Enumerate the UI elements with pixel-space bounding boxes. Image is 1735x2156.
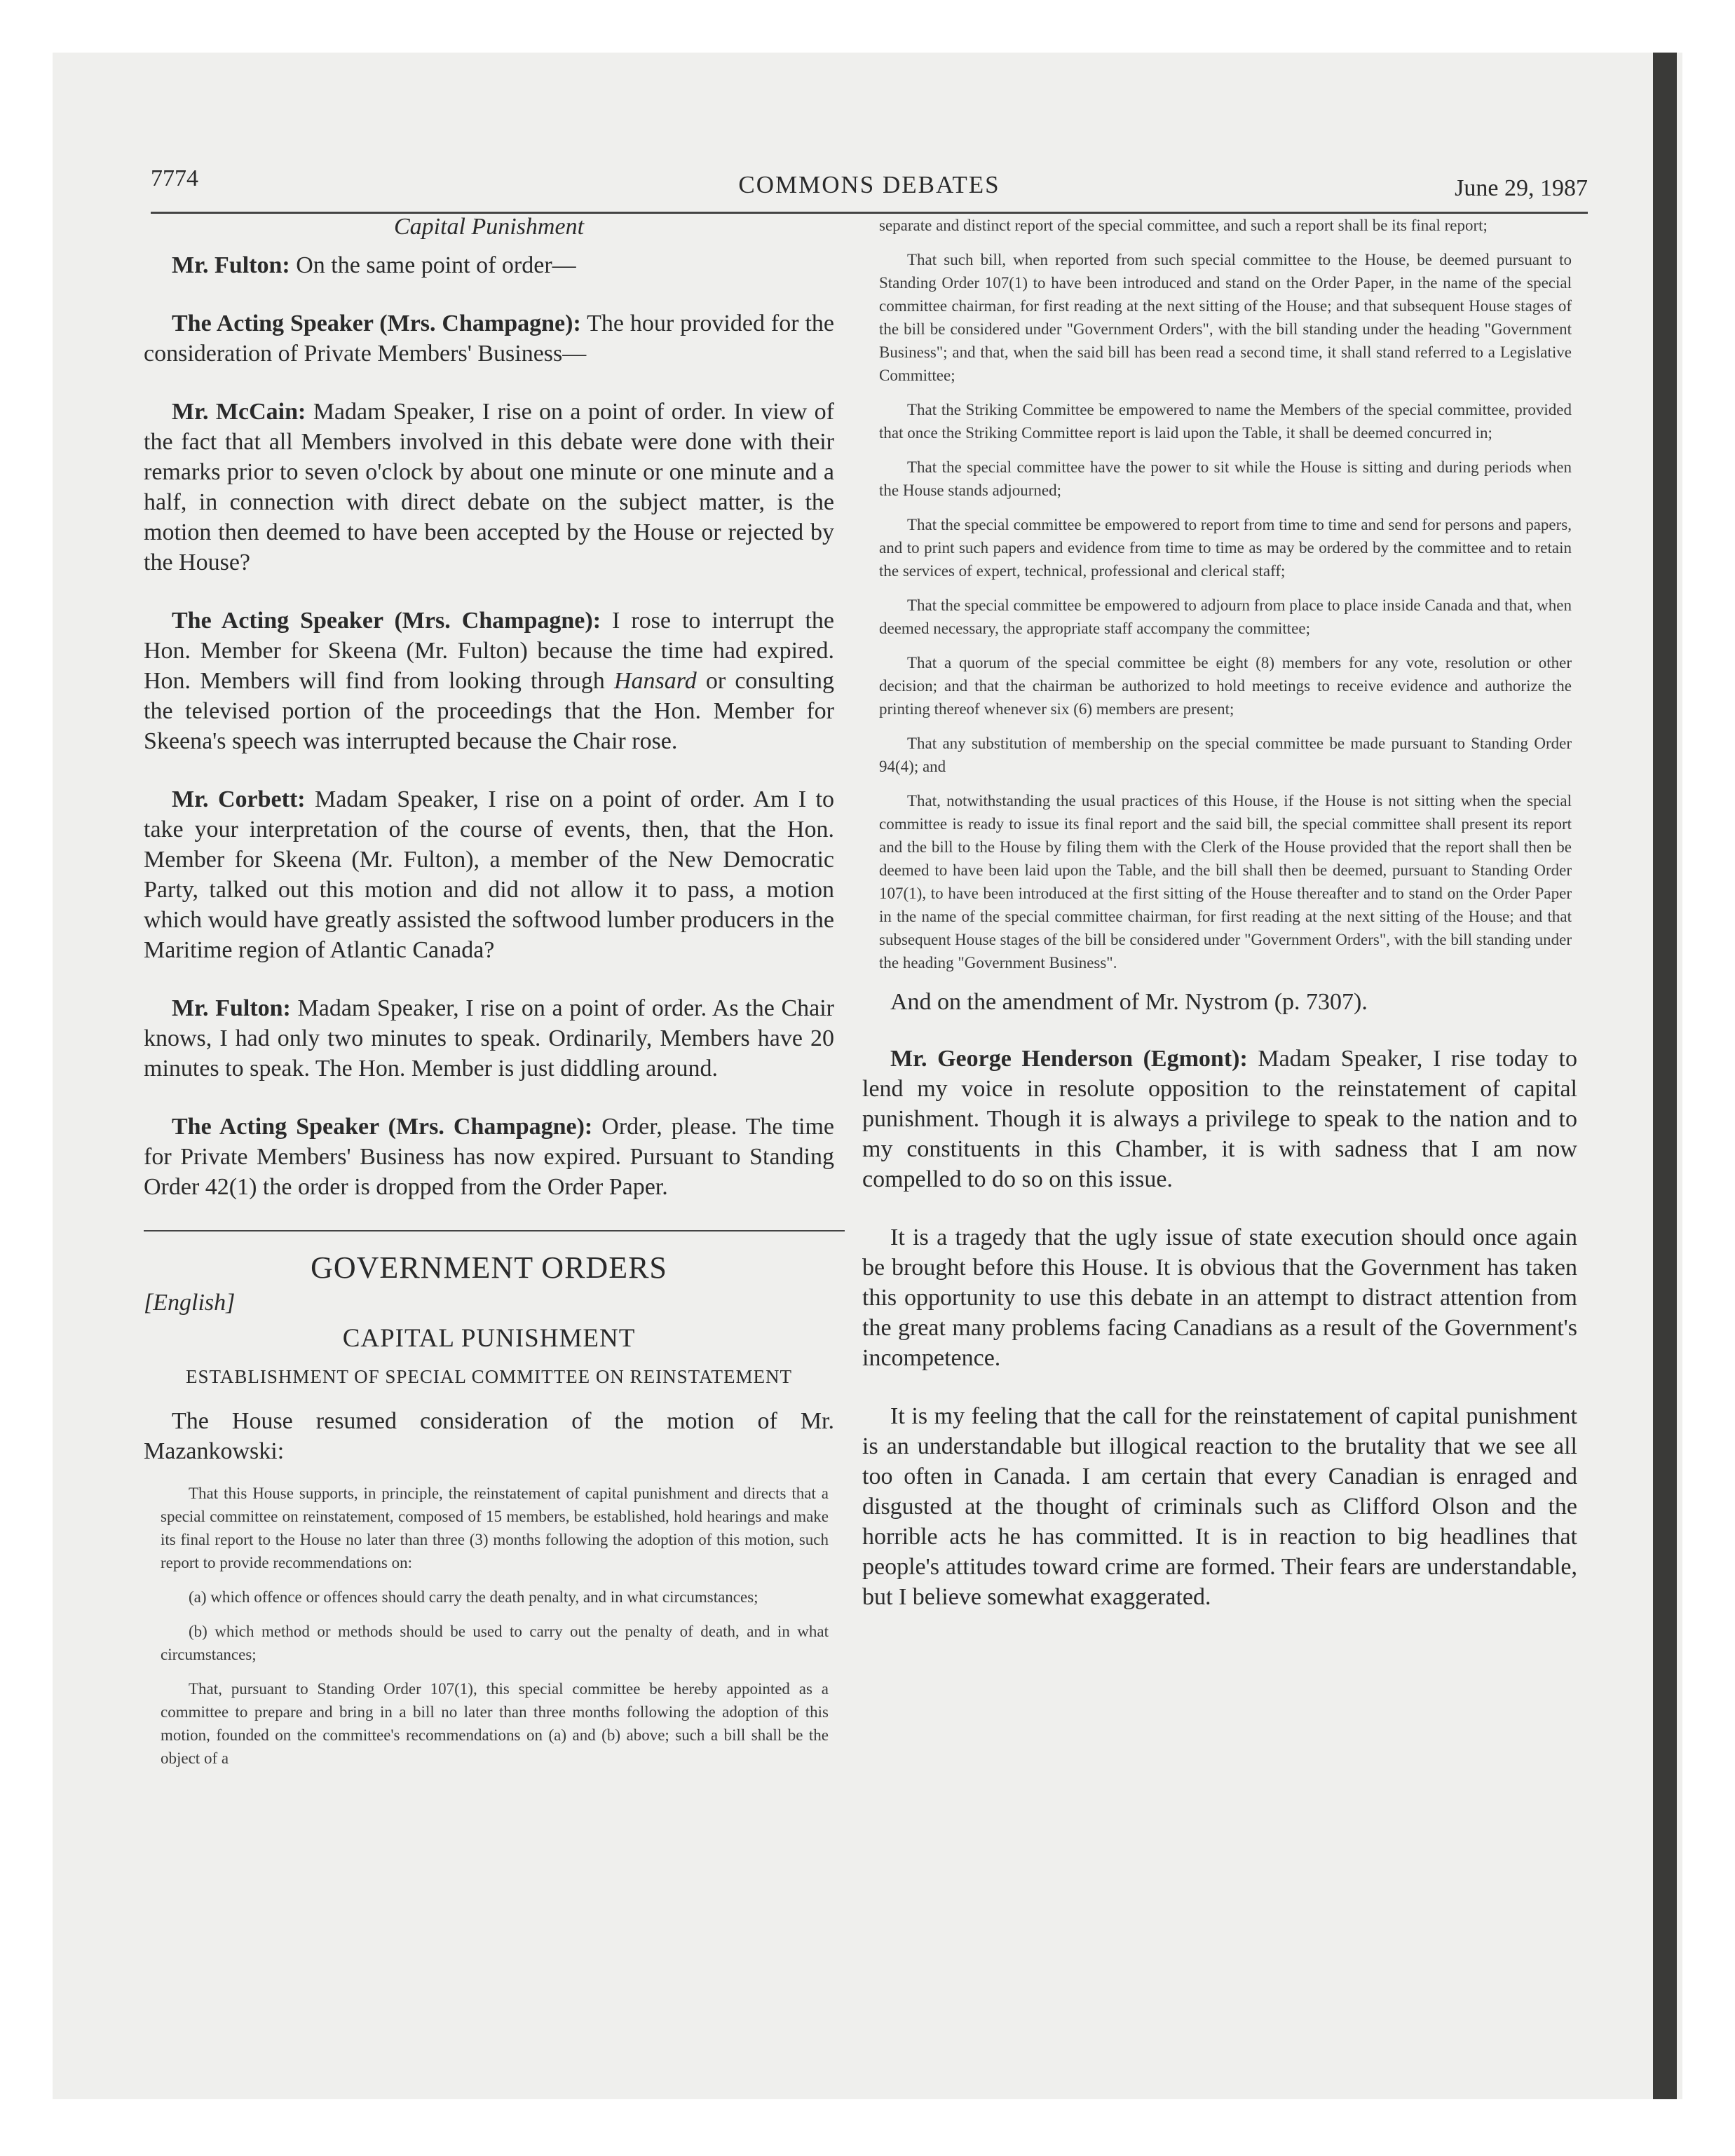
speaker-name: Mr. McCain: (172, 399, 306, 425)
motion-paragraph: That a quorum of the special committee be eight (8) members for any vote, resolution or other decision; and that the chairman be authorized to hold meetings to receive evidence and authorize the printing thereof whenever six (6) members are present; (879, 654, 1572, 718)
speech-text: Madam Speaker, I rise today to lend my voice in resolute opposition to the reinstatement of capital punishment. Though it is always a privilege to speak to the nation and to my constituents in this Chamber, it is with sadness that I am now compelled to do so on this issue. (862, 1046, 1578, 1192)
speaker-name: Mr. Fulton: (172, 995, 291, 1021)
speech-paragraph (144, 250, 834, 280)
motion-paragraph: That the special committee be empowered to adjourn from place to place inside Canada and that, when deemed necessary, the appropriate staff accompany the committee; (879, 596, 1572, 637)
speech-text: On the same point of order— (290, 252, 576, 278)
speaker-name: Mr. Fulton: (172, 252, 290, 278)
left-column (144, 214, 834, 1781)
subject-subtitle: ESTABLISHMENT OF SPECIAL COMMITTEE ON REINSTATEMENT (186, 1366, 792, 1387)
speech-paragraph (144, 1112, 834, 1202)
speech-text: Madam Speaker, I rise on a point of order. Am I to take your interpretation of the course of events, then, that the Hon. Member for Skeena (Mr. Fulton), a member of the New Democratic Party, talked out this motion and did not allow it to pass, a motion which would have greatly assisted the softwood lumber producers in the Maritime region of Atlantic Canada? (144, 786, 834, 963)
speaker-name: Mr. George Henderson (Egmont): (890, 1046, 1248, 1072)
amendment-line: And on the amendment of Mr. Nystrom (p. 7307). (890, 989, 1368, 1015)
speaker-name: The Acting Speaker (Mrs. Champagne): (172, 1114, 593, 1140)
speech-text: It is a tragedy that the ugly issue of state execution should once again be brought before this House. It is obvious that the Government has taken this opportunity to use this debate in an attempt to distract attention from the great many problems facing Canadians as a result of the Government's incompetence. (862, 1224, 1577, 1371)
speech-paragraph (862, 1222, 1577, 1373)
motion-paragraph: (b) which method or methods should be used to carry out the penalty of death, and in what circumstances; (161, 1623, 829, 1663)
resumed-statement: The House resumed consideration of the motion of Mr. Mazankowski: (144, 1408, 834, 1464)
motion-paragraph: That this House supports, in principle, the reinstatement of capital punishment and directs that a special committee on reinstatement, composed of 15 members, be established, hold hearings and make its final report to the House no later than three (3) months following the adoption of this motion, such report to provide recommendations on: (161, 1485, 829, 1571)
motion-paragraph: That any substitution of membership on the special committee be made pursuant to Standing Order 94(4); and (879, 735, 1572, 775)
speech-paragraph (144, 308, 834, 369)
speech-text: It is my feeling that the call for the reinstatement of capital punishment is an understandable but illogical reaction to the brutality that we see all too often in Canada. I am certain that every Canadian is enraged and disgusted at the thought of criminals such as Clifford Olson and the horrible acts he has committed. It is in reaction to big headlines that people's attitudes toward crime are formed. Their fears are understandable, but I believe somewhat exaggerated. (862, 1403, 1577, 1610)
speech-paragraph (862, 1401, 1577, 1612)
motion-paragraph: That the special committee be empowered to report from time to time and send for persons and papers, and to print such papers and evidence from time to time as may be ordered by the committee and to retain the services of expert, technical, professional and clerical staff; (879, 516, 1572, 580)
right-column (862, 214, 1577, 1640)
running-title: COMMONS DEBATES (738, 171, 1000, 198)
speech-text: or consulting the televised portion of the proceedings that the Hon. Member for Skeena's speech was interrupted because the Chair rose. (144, 668, 834, 754)
subject-title: CAPITAL PUNISHMENT (342, 1324, 636, 1353)
speech-paragraph (144, 606, 834, 756)
speech-paragraph (144, 784, 834, 965)
page-header (151, 165, 1588, 214)
speech-text: Madam Speaker, I rise on a point of order. In view of the fact that all Members involved in this debate were done with their remarks prior to seven o'clock by about one minute or one minute and a half, in connection with direct debate on the subject matter, is the motion then deemed to have been accepted by the House or rejected by the House? (144, 399, 834, 575)
speech-text: I rose to interrupt the Hon. Member for Skeena (Mr. Fulton) because the time had expired. Hon. Members will find from looking through (144, 608, 834, 694)
language-tag: [English] (144, 1290, 236, 1316)
motion-paragraph: (a) which offence or offences should carry the death penalty, and in what circumstances; (189, 1588, 758, 1606)
section-divider (144, 1230, 845, 1231)
page-date: June 29, 1987 (1455, 175, 1588, 201)
motion-paragraph: That, pursuant to Standing Order 107(1), this special committee be hereby appointed as a committee to prepare and bring in a bill no later than three months following the adoption of this motion, founded on the committee's recommendations on (a) and (b) above; such a bill shall be the object of a (161, 1680, 829, 1767)
speech-paragraph (144, 993, 834, 1084)
page-number: 7774 (151, 165, 198, 191)
motion-paragraph: separate and distinct report of the special committee, and such a report shall be its final report; (879, 217, 1488, 234)
motion-paragraph: That the special committee have the power to sit while the House is sitting and during periods when the House stands adjourned; (879, 458, 1572, 499)
speaker-name: The Acting Speaker (Mrs. Champagne): (172, 311, 581, 336)
section-title: GOVERNMENT ORDERS (311, 1250, 667, 1285)
speech-paragraph (862, 1044, 1577, 1194)
running-subhead: Capital Punishment (393, 214, 585, 240)
hansard-reference: Hansard (613, 668, 697, 694)
speech-text: Madam Speaker, I rise on a point of order. As the Chair knows, I had only two minutes to speak. Ordinarily, Members have 20 minutes to speak. The Hon. Member is just diddling around. (144, 995, 834, 1082)
scan-binding-edge (1653, 53, 1677, 2099)
speaker-name: Mr. Corbett: (172, 786, 306, 812)
speaker-name: The Acting Speaker (Mrs. Champagne): (172, 608, 601, 634)
speech-paragraph (144, 397, 834, 578)
speech-text: Order, please. The time for Private Members' Business has now expired. Pursuant to Standing Order 42(1) the order is dropped from the Order Paper. (144, 1114, 834, 1200)
motion-paragraph: That the Striking Committee be empowered to name the Members of the special committee, provided that once the Striking Committee report is laid upon the Table, it shall be deemed concurred in; (879, 401, 1572, 442)
speech-text: The hour provided for the consideration of Private Members' Business— (144, 311, 834, 367)
motion-paragraph: That such bill, when reported from such special committee to the House, be deemed pursuant to Standing Order 107(1) to have been introduced and stand on the Order Paper, in the name of the special committee chairman, for first reading at the next sitting of the House; and that subsequent House stages of the bill be considered under "Government Orders", with the bill standing under the heading "Government Business"; and that, when the said bill has been read a second time, it shall stand referred to a Legislative Committee; (879, 251, 1572, 384)
motion-paragraph: That, notwithstanding the usual practices of this House, if the House is not sitting when the special committee is ready to issue its final report and the said bill, the special committee shall present its report and the bill to the House by filing them with the Clerk of the House provided that the report shall then be deemed to have been laid upon the Table, and the bill shall then be deemed, pursuant to Standing Order 107(1), to have been introduced at the first sitting of the House thereafter and to stand on the Order Paper in the name of the special committee chairman, for first reading at the next sitting of the House; and that subsequent House stages of the bill be considered under "Government Orders", with the bill standing under the heading "Government Business". (879, 792, 1572, 971)
